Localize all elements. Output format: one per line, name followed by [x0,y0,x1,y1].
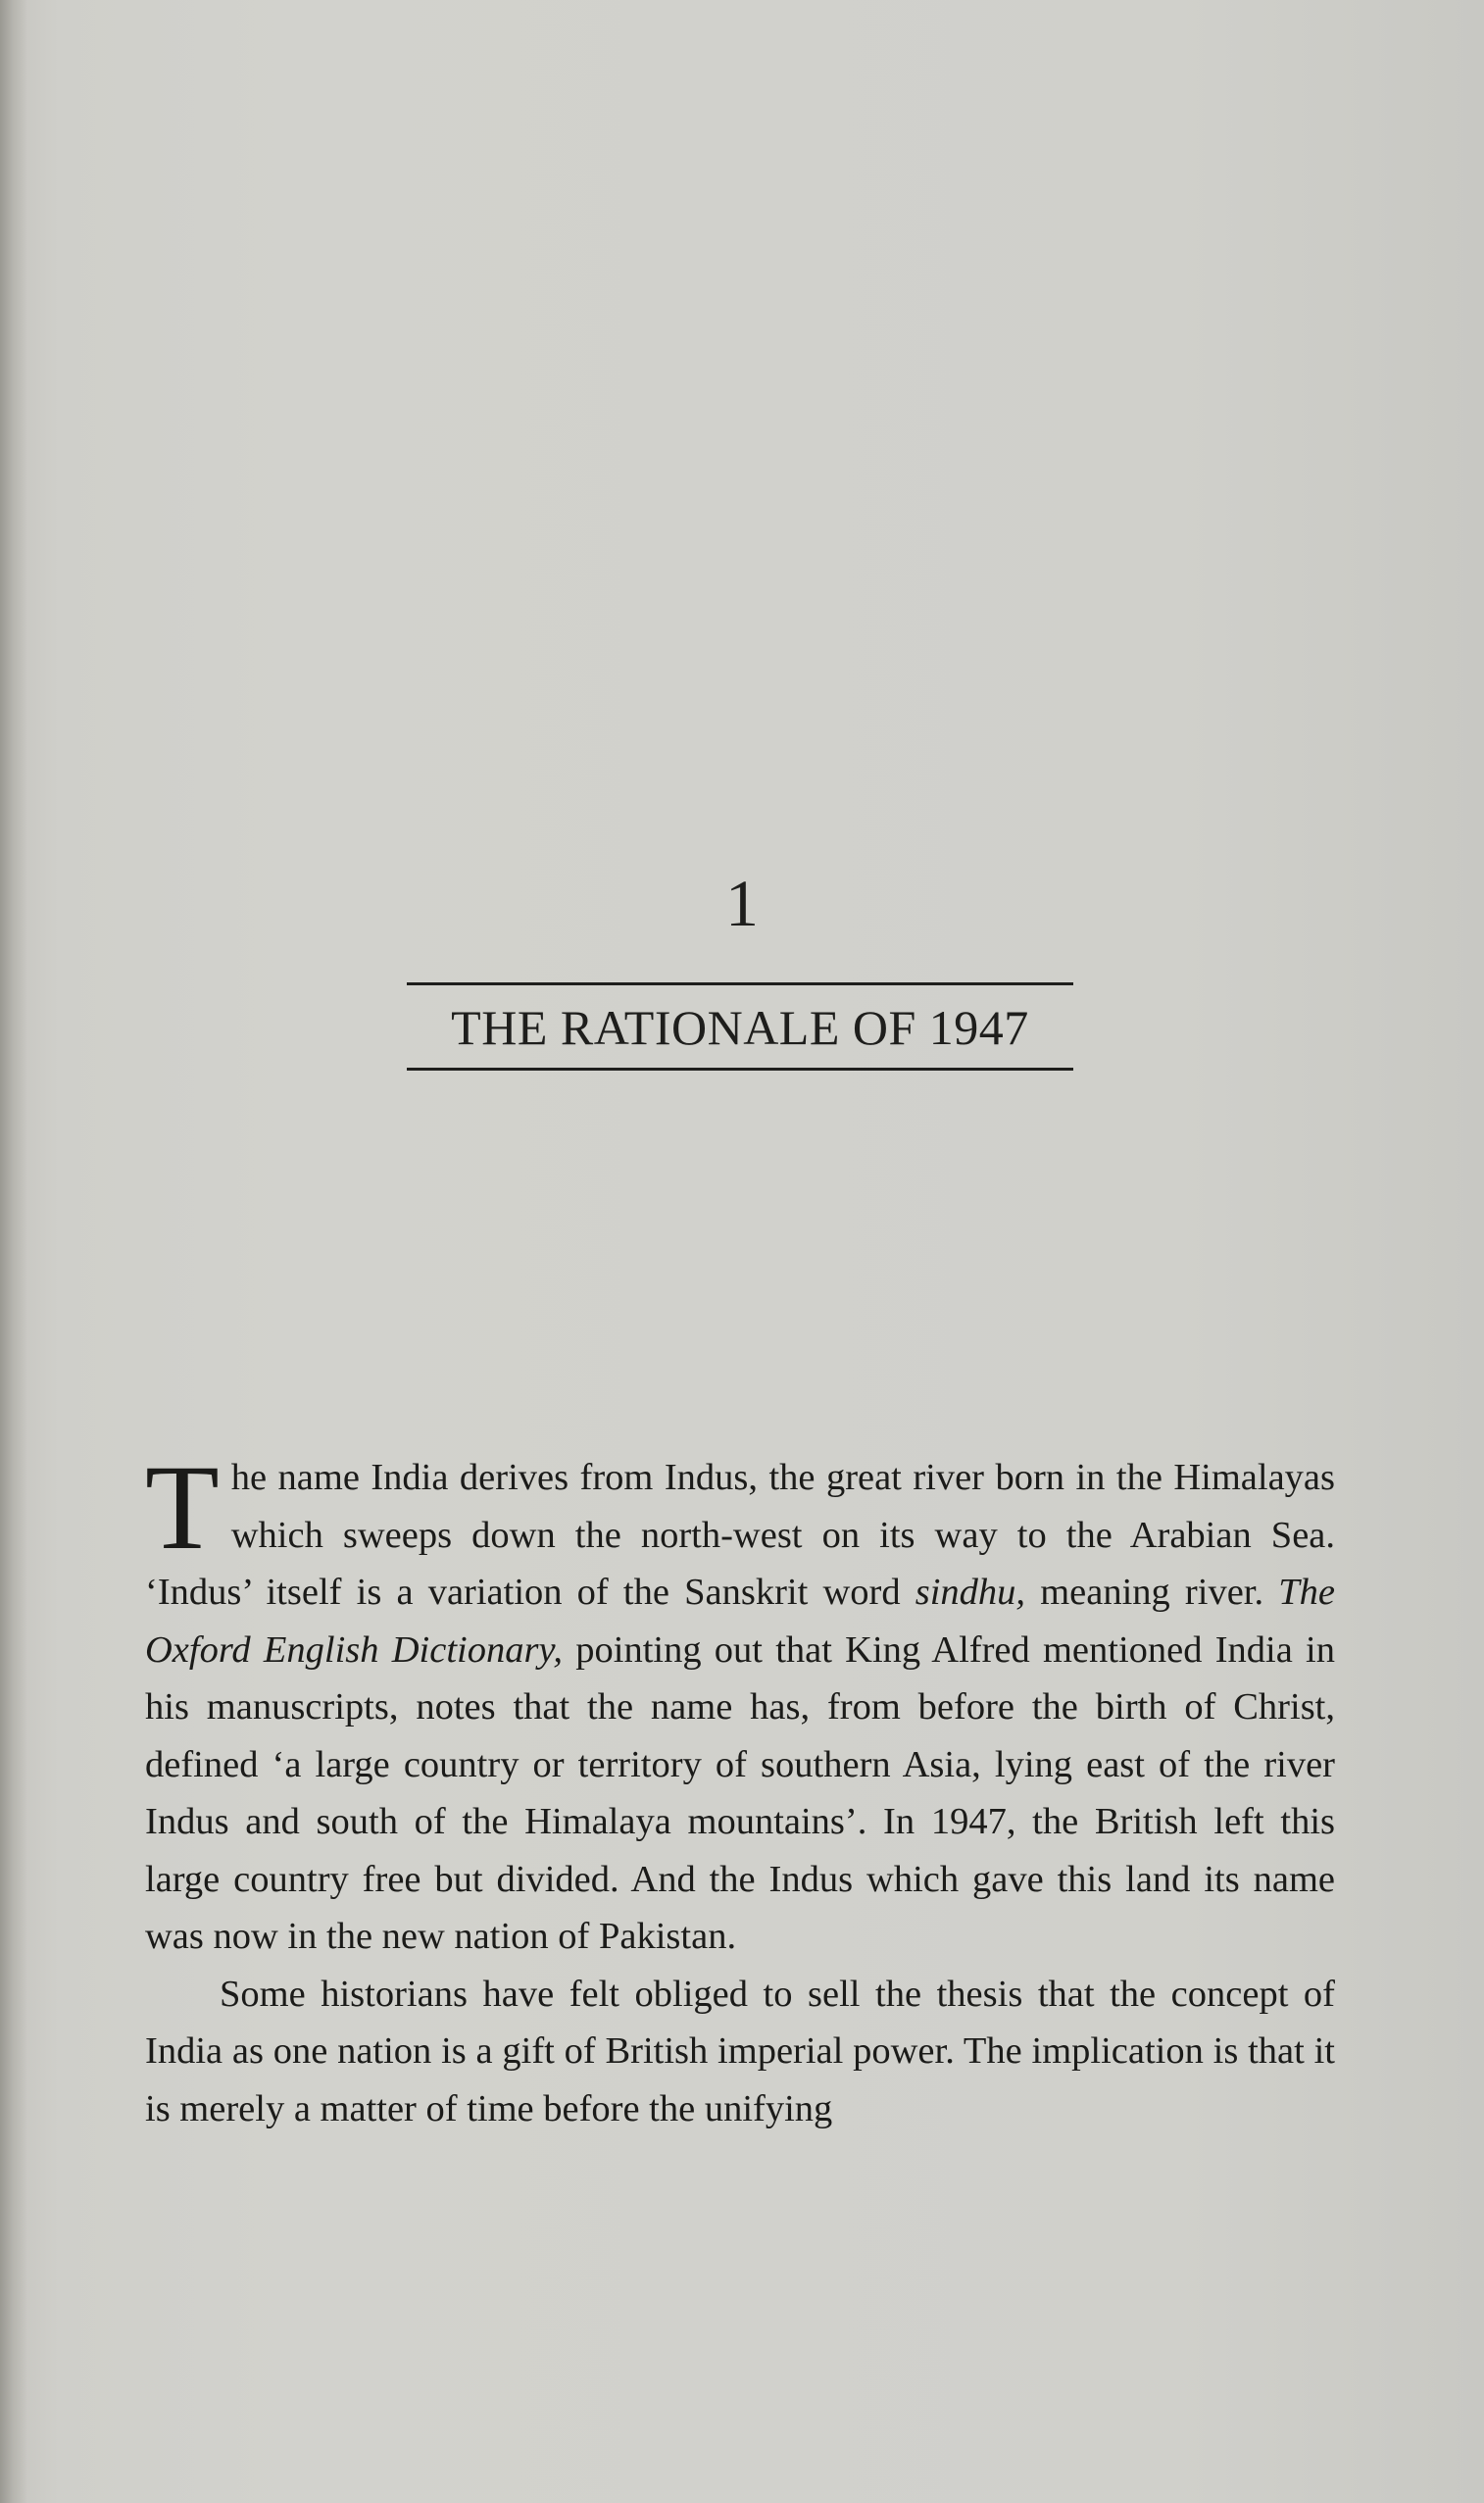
chapter-body [145,1440,1336,2137]
paragraph-1-italic-oed: The Oxford English Dictionary, [145,1572,1336,1671]
chapter-number: 1 [725,866,759,940]
paragraph-1-text-b: meaning river. [1025,1572,1279,1613]
chapter-title-rule-box [407,982,1073,1071]
spine-shadow [0,0,27,2503]
paragraph-1-italic-sindhu: sindhu, [915,1572,1026,1613]
chapter-title: THE RATIONALE OF 1947 [451,1000,1029,1055]
drop-cap: T [145,1440,220,1575]
paragraph-1 [145,1440,1336,1966]
paragraph-2: Some historians have felt obliged to sell the thesis that the concept of India as one nation is a gift of British imperial power. The implication is that it is merely a matter of time before the unifying [145,1973,1335,2129]
paragraph-1-text-c: pointing out that King Alfred mentioned India in his manuscripts, notes that the name has, from before the birth of Christ, defined ‘a large country or territory of southern Asia, lying east of the river Indus and south of the Himalaya mountains’. In 1947, the British left this large country free but divided. And the Indus which gave this land its name was now in the new nation of Pakistan. [145,1628,1335,1957]
paragraph-1-text-a: he name India derives from Indus, the great river born in the Himalayas which sweeps down the north-west on its way to the Arabian Sea. ‘Indus’ itself is a variation of the Sanskrit word [145,1457,1335,1613]
